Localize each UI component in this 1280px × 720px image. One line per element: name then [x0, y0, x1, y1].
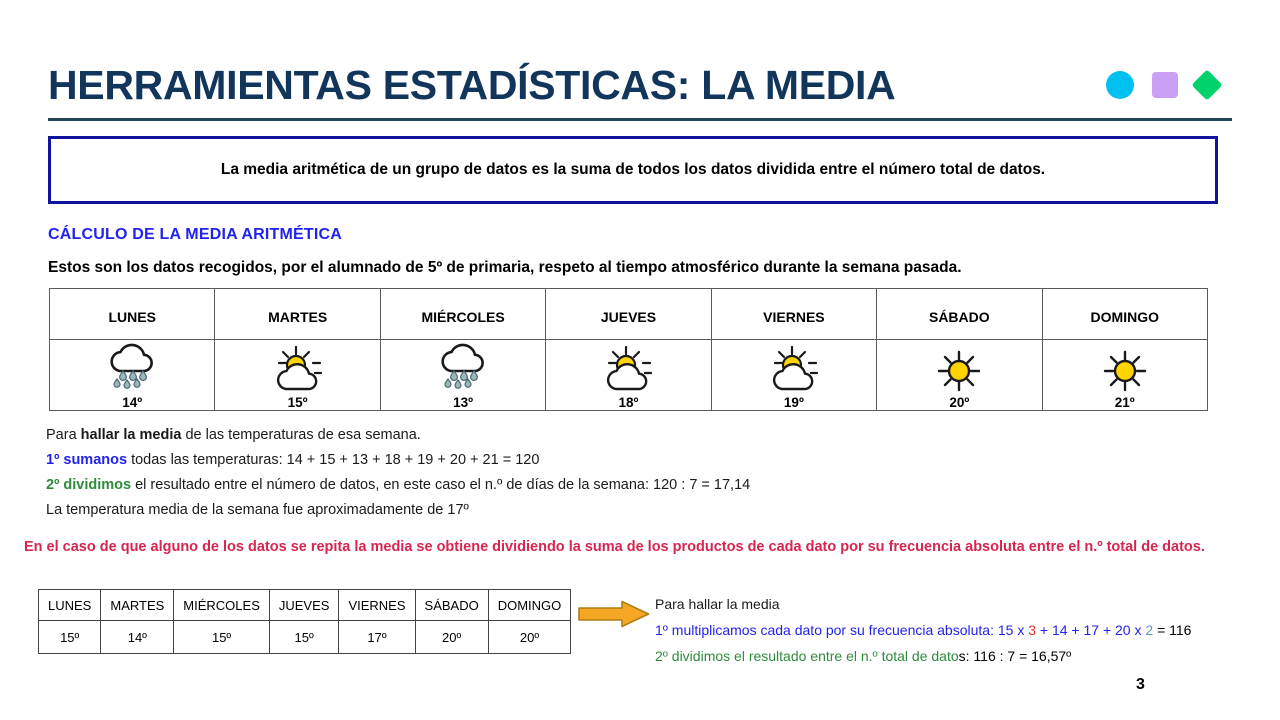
explain2-part-a: 1º multiplicamos cada dato por su frecuencia absoluta: 15 x — [655, 622, 1029, 638]
freq-table-value-row — [39, 621, 571, 654]
weather-temp: 19º — [783, 394, 804, 410]
step3-text: el resultado entre el número de datos, en este caso el n.º de días de la semana: 120 : 7 = 17,14 — [131, 477, 751, 493]
circle-shape-icon — [1106, 71, 1134, 99]
title-decoration-shapes — [1106, 71, 1218, 99]
step2-label: 1º sumanos — [46, 452, 128, 468]
freq-value-cell: 20º — [415, 621, 488, 654]
definition-text: La media aritmética de un grupo de datos es la suma de todos los datos dividida entre el número total de datos. — [220, 161, 1046, 178]
sun-icon — [936, 349, 982, 398]
sun-behind-cloud-icon — [768, 345, 820, 398]
freq-header-cell: LUNES — [39, 590, 101, 621]
freq-value-cell: 15º — [39, 621, 101, 654]
freq-header-cell: VIERNES — [339, 590, 415, 621]
weather-temp: 13º — [453, 394, 474, 410]
weather-header-cell: SÁBADO — [877, 289, 1042, 340]
weather-header-cell: MARTES — [215, 289, 380, 340]
sun-icon — [1102, 349, 1148, 398]
step1-suffix: de las temperaturas de esa semana. — [181, 427, 421, 443]
right-explanation-block — [655, 591, 1275, 669]
sun-behind-cloud-icon — [602, 345, 654, 398]
weather-cell — [877, 340, 1042, 411]
explain2-red-number: 3 — [1028, 622, 1037, 638]
title-row — [48, 56, 1232, 114]
weather-temp: 21º — [1114, 394, 1135, 410]
explain-line-3 — [655, 643, 1275, 669]
freq-value-cell: 15º — [174, 621, 270, 654]
freq-header-cell: DOMINGO — [488, 590, 571, 621]
section-heading: CÁLCULO DE LA MEDIA ARITMÉTICA — [48, 226, 342, 243]
sun-behind-cloud-icon — [272, 345, 324, 398]
step-line-2 — [46, 448, 1046, 473]
weather-header-cell: JUEVES — [546, 289, 711, 340]
weather-cell — [50, 340, 215, 411]
freq-header-cell: MARTES — [101, 590, 174, 621]
page-number: 3 — [1136, 676, 1145, 693]
explain-line-2 — [655, 617, 1275, 643]
step1-prefix: Para — [46, 427, 81, 443]
step-line-4: La temperatura media de la semana fue aproximadamente de 17º — [46, 502, 469, 518]
weather-table-data-row — [50, 340, 1208, 411]
freq-value-cell: 17º — [339, 621, 415, 654]
explain-line-1: Para hallar la media — [655, 596, 780, 612]
definition-box — [48, 136, 1218, 204]
weather-temp: 14º — [122, 394, 143, 410]
step2-text: todas las temperaturas: 14 + 15 + 13 + 18 + 19 + 20 + 21 = 120 — [127, 452, 540, 468]
freq-header-cell: JUEVES — [269, 590, 339, 621]
weather-cell — [546, 340, 711, 411]
right-arrow-icon — [578, 600, 650, 628]
square-shape-icon — [1152, 72, 1178, 98]
rain-cloud-icon — [436, 341, 490, 398]
weather-cell — [711, 340, 876, 411]
diamond-shape-icon — [1191, 69, 1222, 100]
rain-cloud-icon — [105, 341, 159, 398]
weather-temp: 18º — [618, 394, 639, 410]
weather-table-header-row — [50, 289, 1208, 340]
weather-cell — [215, 340, 380, 411]
frequency-data-table — [38, 589, 571, 654]
weather-header-cell: MIÉRCOLES — [380, 289, 545, 340]
freq-value-cell: 20º — [488, 621, 571, 654]
freq-table-header-row — [39, 590, 571, 621]
explain2-part-c: = 116 — [1153, 622, 1192, 638]
explain2-blue-number: 2 — [1145, 622, 1154, 638]
weather-header-cell: LUNES — [50, 289, 215, 340]
freq-value-cell: 14º — [101, 621, 174, 654]
weather-cell — [1042, 340, 1207, 411]
weather-temp: 15º — [287, 394, 308, 410]
weather-temp: 20º — [949, 394, 970, 410]
step-line-1 — [46, 423, 1046, 448]
freq-value-cell: 15º — [269, 621, 339, 654]
step3-label: 2º dividimos — [46, 477, 132, 493]
step-line-3 — [46, 473, 1046, 498]
freq-header-cell: MIÉRCOLES — [174, 590, 270, 621]
intro-sentence: Estos son los datos recogidos, por el alumnado de 5º de primaria, respeto al tiempo atmosférico durante la semana pasada. — [48, 259, 962, 276]
explain3-part-b: s: 116 : 7 = 16,57º — [958, 648, 1072, 664]
weather-data-table — [49, 288, 1208, 411]
explain2-part-b: + 14 + 17 + 20 x — [1036, 622, 1146, 638]
weather-header-cell: VIERNES — [711, 289, 876, 340]
steps-block — [46, 423, 1046, 523]
red-note-paragraph: En el caso de que alguno de los datos se repita la media se obtiene dividiendo la suma de los productos de cada dato por su frecuencia absoluta entre el n.º total de datos. — [24, 539, 1205, 555]
step1-bold: hallar la media — [80, 427, 182, 443]
freq-header-cell: SÁBADO — [415, 590, 488, 621]
weather-cell — [380, 340, 545, 411]
page-title: HERRAMIENTAS ESTADÍSTICAS: LA MEDIA — [48, 61, 896, 108]
explain3-part-a: 2º dividimos el resultado entre el n.º total de dato — [655, 648, 959, 664]
weather-header-cell: DOMINGO — [1042, 289, 1207, 340]
title-divider-rule — [48, 118, 1232, 121]
